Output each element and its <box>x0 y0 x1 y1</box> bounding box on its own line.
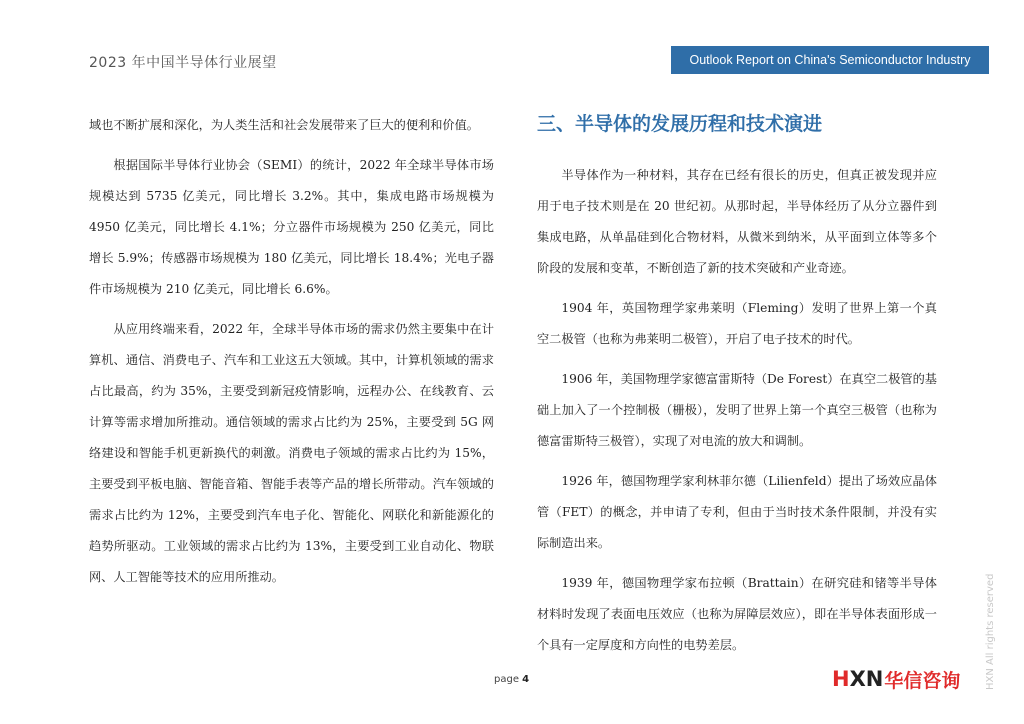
left-column <box>89 110 494 602</box>
logo-letter-h: H <box>832 667 850 691</box>
company-logo <box>832 666 960 692</box>
section-title: 三、半导体的发展历程和技术演进 <box>537 113 823 135</box>
page-number: 4 <box>522 674 530 685</box>
paragraph-1926: 1926 年，德国物理学家利林菲尔德（Lilienfeld）提出了场效应晶体管（FET）的概念，并申请了专利，但由于当时技术条件限制，并没有实际制造出来。 <box>537 474 937 550</box>
paragraph-1906: 1906 年，美国物理学家德富雷斯特（De Forest）在真空二极管的基础上加入了一个控制极（栅极），发明了世界上第一个真空三极管（也称为德富雷斯特三极管），实现了对电流的放大和调制。 <box>537 372 937 448</box>
paragraph-continued: 域也不断扩展和深化，为人类生活和社会发展带来了巨大的便利和价值。 <box>89 118 479 132</box>
right-column <box>537 110 937 670</box>
paragraph-1939: 1939 年，德国物理学家布拉顿（Brattain）在研究硅和锗等半导体材料时发现了表面电压效应（也称为屏障层效应），即在半导体表面形成一个具有一定厚度和方向性的电势差层。 <box>537 576 937 652</box>
copyright-watermark: HXN All rights reserved <box>985 573 996 690</box>
paragraph-history-intro: 半导体作为一种材料，其存在已经有很长的历史，但真正被发现并应用于电子技术则是在 20 世纪初。从那时起，半导体经历了从分立器件到集成电路，从单晶硅到化合物材料，从微米到纳米，从平面到立体等多个阶段的发展和变革，不断创造了新的技术突破和产业奇迹。 <box>537 168 937 275</box>
paragraph-1904: 1904 年，英国物理学家弗莱明（Fleming）发明了世界上第一个真空二极管（也称为弗莱明二极管），开启了电子技术的时代。 <box>537 301 937 346</box>
page-label: page <box>494 674 519 685</box>
page-indicator <box>494 674 529 685</box>
logo-chinese-name: 华信咨询 <box>884 669 961 692</box>
header-banner-en: Outlook Report on China's Semiconductor Industry <box>671 46 989 74</box>
logo-letters-xn: XN <box>849 667 884 691</box>
paragraph-application-demand: 从应用终端来看，2022 年，全球半导体市场的需求仍然主要集中在计算机、通信、消费电子、汽车和工业这五大领域。其中，计算机领域的需求占比最高，约为 35%，主要受到新冠疫情影响，远程办公、在线教育、云计算等需求增加所推动。通信领域的需求占比约为 25%，主要受到 5G 网络建设和智能手机更新换代的刺激。消费电子领域的需求占比约为 15%，主要受到平板电脑、智能音箱、智能手表等产品的增长所带动。汽车领域的需求占比约为 12%，主要受到汽车电子化、智能化、网联化和新能源化的趋势所驱动。工业领域的需求占比约为 13%，主要受到工业自动化、物联网、人工智能等技术的应用所推动。 <box>89 322 494 584</box>
header-title: 2023 年中国半导体行业展望 <box>89 55 277 71</box>
paragraph-semi-market: 根据国际半导体行业协会（SEMI）的统计，2022 年全球半导体市场规模达到 5735 亿美元，同比增长 3.2%。其中，集成电路市场规模为 4950 亿美元，同比增长 4.1%；分立器件市场规模为 250 亿美元，同比增长 5.9%；传感器市场规模为 180 亿美元，同比增长 18.4%；光电子器件市场规模为 210 亿美元，同比增长 6.6%。 <box>89 158 494 296</box>
